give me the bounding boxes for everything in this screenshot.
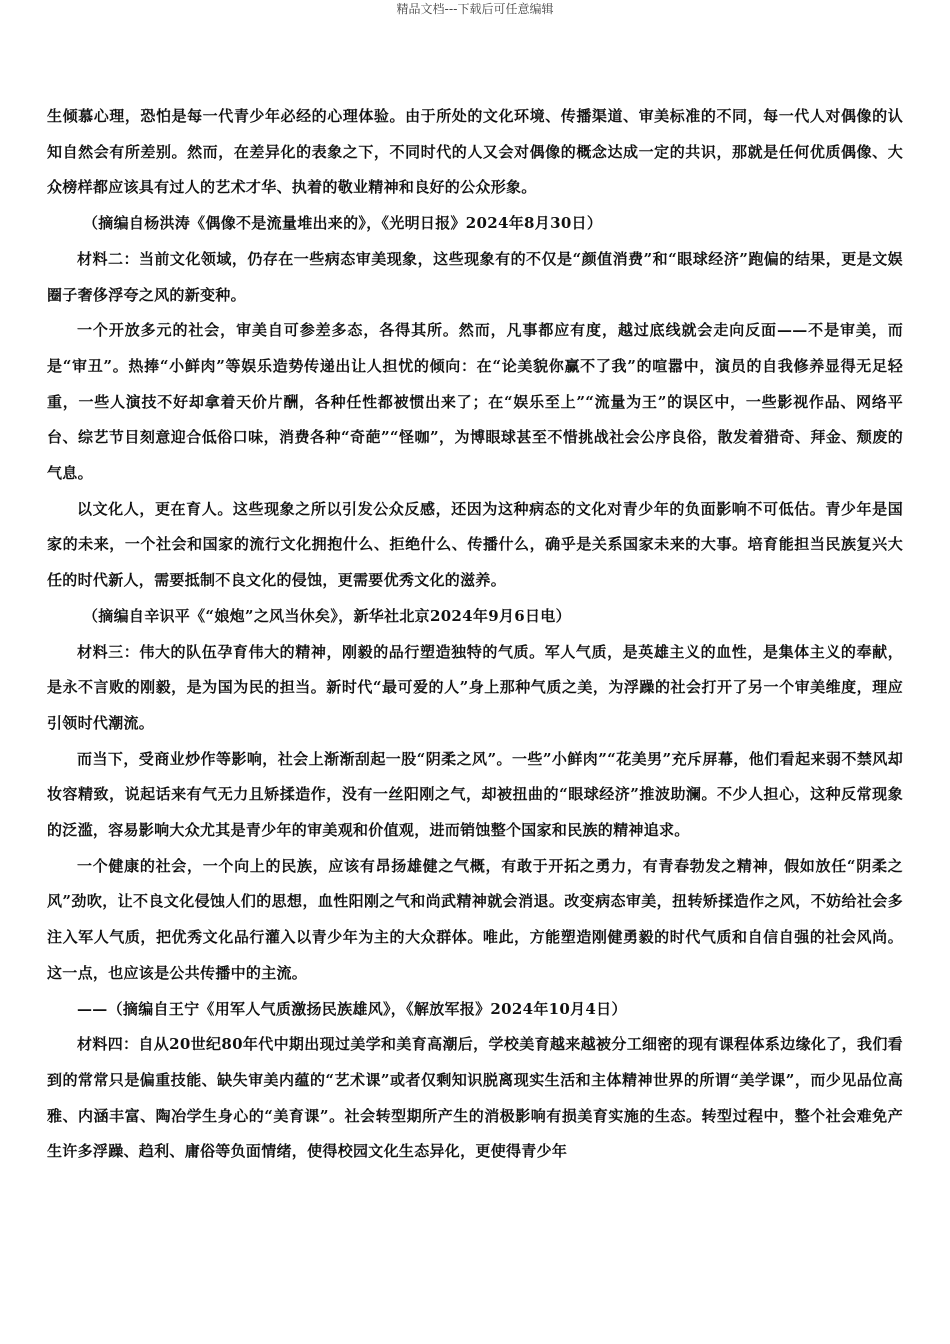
document-body xyxy=(47,99,903,1170)
source-citation-1: （摘编自杨洪涛《偶像不是流量堆出来的》，《光明日报》2024年8月30日） xyxy=(83,214,603,233)
paragraph-material-four: 材料四：自从20世纪80年代中期出现过美学和美育高潮后，学校美育越来越被分工细密的现有课程体系边缘化了，我们看到的常常只是偏重技能、缺失审美内蕴的“艺术课”或者仅剩知识脱离现实生活和主体精神世界的所谓“美学课”，而少见品位高雅、内涵丰富、陶冶学生身心的“美育课”。社会转型期所产生的消极影响有损美育实施的生态。转型过程中，整个社会难免产生许多浮躁、趋利、庸俗等负面情绪，使得校园文化生态异化，更使得青少年 xyxy=(47,1035,903,1161)
paragraph-material-two: 材料二：当前文化领域，仍存在一些病态审美现象，这些现象有的不仅是“颜值消费”和“眼球经济”跑偏的结果，更是文娱圈子奢侈浮夸之风的新变种。 xyxy=(47,249,903,304)
paragraph-idol-consensus: 生倾慕心理，恐怕是每一代青少年必经的心理体验。由于所处的文化环境、传播渠道、审美标准的不同，每一代人对偶像的认知自然会有所差别。然而，在差异化的表象之下，不同时代的人又会对偶像的概念达成一定的共识，那就是任何优质偶像、大众榜样都应该具有过人的艺术才华、执着的敬业精神和良好的公众形象。 xyxy=(47,107,903,197)
paragraph-feminine-trend: 而当下，受商业炒作等影响，社会上渐渐刮起一股“阴柔之风”。一些”小鲜肉”“花美男”充斥屏幕，他们看起来弱不禁风却妆容精致，说起话来有气无力且矫揉造作，没有一丝阳刚之气，却被扭曲的“眼球经济”推波助澜。不少人担心，这种反常现象的泛滥，容易影响大众尤其是青少年的审美观和价值观，进而销蚀整个国家和民族的精神追求。 xyxy=(47,749,903,840)
paragraph-healthy-society: 一个健康的社会，一个向上的民族，应该有昂扬雄健之气概，有敢于开拓之勇力，有青春勃发之精神，假如放任“阴柔之风”劲吹，让不良文化侵蚀人们的思想，血性阳刚之气和尚武精神就会消退。改变病态审美，扭转矫揉造作之风，不妨给社会多注入军人气质，把优秀文化品行灌入以青少年为主的大众群体。唯此，方能塑造刚健勇毅的时代气质和自信自强的社会风尚。这一点，也应该是公共传播中的主流。 xyxy=(47,856,903,982)
paragraph-open-society: 一个开放多元的社会，审美自可参差多态，各得其所。然而，凡事都应有度，越过底线就会走向反面——不是审美，而是“审丑”。热捧“小鲜肉”等娱乐造势传递出让人担忧的倾向：在“论美貌你赢不了我”的喧嚣中，演员的自我修养显得无足轻重，一些人演技不好却拿着天价片酬，各种任性都被惯出来了；在“娱乐至上”“流量为王”的误区中，一些影视作品、网络平台、综艺节目刻意迎合低俗口味，消费各种“奇葩”“怪咖”，为博眼球甚至不惜挑战社会公序良俗，散发着猎奇、拜金、颓废的气息。 xyxy=(47,321,903,483)
page-header: 精品文档---下载后可任意编辑 xyxy=(396,2,554,16)
source-citation-2: （摘编自辛识平《“娘炮”之风当休矣》，新华社北京2024年9月6日电） xyxy=(83,606,571,625)
source-citation-3: ——（摘编自王宁《用军人气质激扬民族雄风》，《解放军报》2024年10月4日） xyxy=(77,999,627,1018)
paragraph-culture-educates: 以文化人，更在育人。这些现象之所以引发公众反感，还因为这种病态的文化对青少年的负面影响不可低估。青少年是国家的未来，一个社会和国家的流行文化拥抱什么、拒绝什么、传播什么，确乎是关系国家未来的大事。培育能担当民族复兴大任的时代新人，需要抵制不良文化的侵蚀，更需要优秀文化的滋养。 xyxy=(47,499,903,590)
paragraph-material-three: 材料三：伟大的队伍孕育伟大的精神，刚毅的品行塑造独特的气质。军人气质，是英雄主义的血性，是集体主义的奉献，是永不言败的刚毅，是为国为民的担当。新时代“最可爱的人”身上那种气质之美，为浮躁的社会打开了另一个审美维度，理应引领时代潮流。 xyxy=(47,642,903,732)
